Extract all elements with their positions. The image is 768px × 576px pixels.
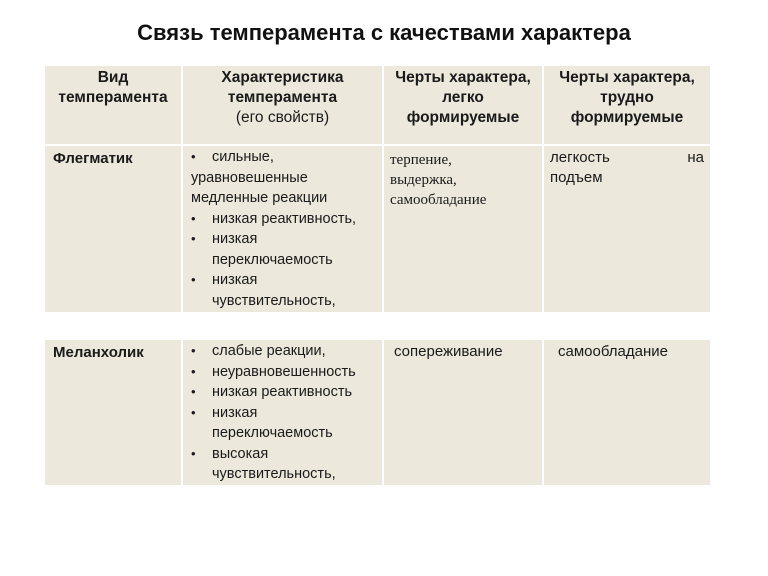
bullet-icon: • xyxy=(191,404,196,420)
list-item: • низкая переключаемость xyxy=(191,231,333,268)
header-easy-traits: Черты характера, легко формируемые xyxy=(383,66,543,145)
easy-traits: сопереживание xyxy=(383,340,543,486)
temperament-type: Меланхолик xyxy=(45,340,182,486)
bullet-icon: • xyxy=(191,210,196,226)
header-hard-traits: Черты характера, трудно формируемые xyxy=(543,66,710,145)
bullet-icon: • xyxy=(191,149,196,164)
list-item: • низкая переключаемость xyxy=(191,404,333,441)
header-temperament-type: Вид темперамента xyxy=(45,66,182,145)
list-item: • низкая реактивность, xyxy=(183,209,382,230)
bullet-icon: • xyxy=(191,445,196,461)
list-item: • слабые реакции, xyxy=(183,341,382,362)
bullet-icon: • xyxy=(191,272,196,287)
bullet-icon: • xyxy=(191,384,196,399)
bullet-icon: • xyxy=(191,343,196,358)
page-title: Связь темперамента с качествами характера xyxy=(137,20,631,45)
table-row xyxy=(45,146,710,314)
temperament-properties: • сильные, уравновешенные медленные реакции • низкая реактивность, • низкая переключаемость • низкая чувствительность, xyxy=(182,146,383,313)
table-row xyxy=(45,340,710,487)
temperament-properties xyxy=(182,340,383,486)
temperament-type: Флегматик xyxy=(45,146,182,313)
bullet-icon: • xyxy=(191,363,196,379)
list-item: • высокая чувствительность, xyxy=(191,445,336,482)
list-item: • низкая чувствительность, xyxy=(191,272,336,309)
header-temperament-characteristic: Характеристика темперамента (его свойств) xyxy=(182,66,383,145)
hard-traits: самообладание xyxy=(543,340,710,486)
list-item: • низкая реактивность xyxy=(183,382,382,403)
easy-traits: терпение, выдержка, самообладание xyxy=(383,146,543,313)
bullet-icon: • xyxy=(191,231,196,246)
list-item: • сильные, xyxy=(183,147,382,168)
hard-traits: легкость на подъем xyxy=(543,146,710,313)
list-item: • неуравновешенность xyxy=(183,362,382,383)
table-header xyxy=(45,66,710,146)
